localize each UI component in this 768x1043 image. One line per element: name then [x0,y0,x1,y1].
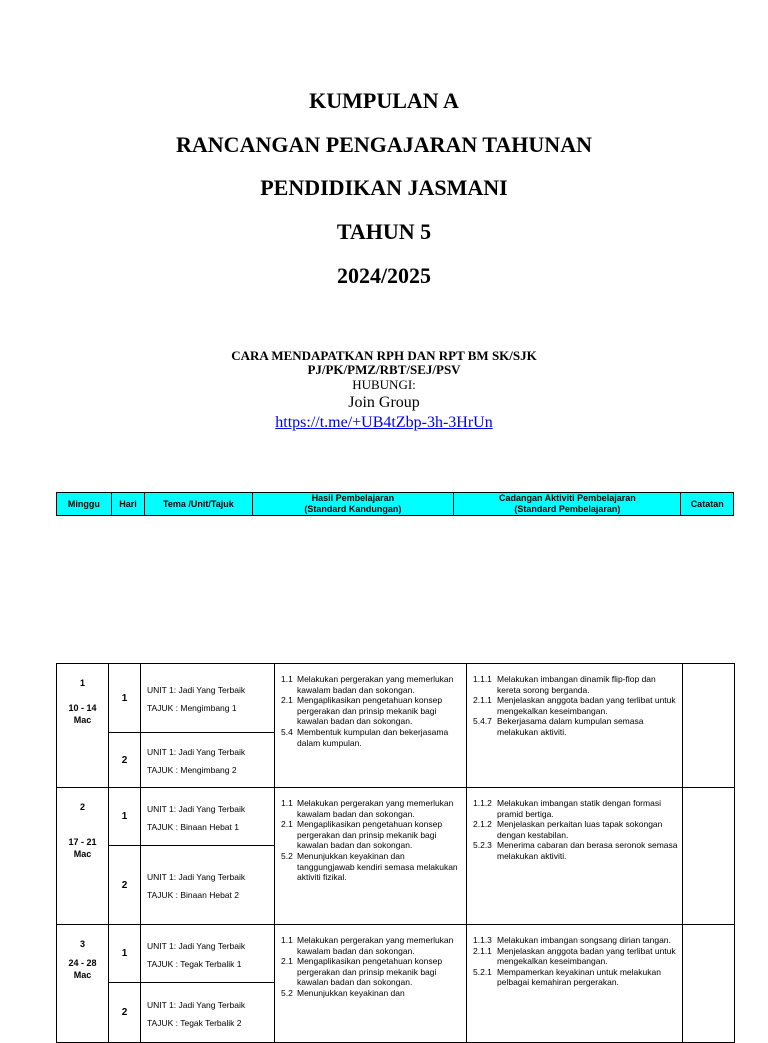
list-item: 1.1.3 Melakukan imbangan songsang dirian tangan. [473,935,671,945]
tajuk-title: TAJUK : Mengimbang 2 [147,765,237,775]
header-hasil-line1: Hasil Pembelajaran [311,493,395,503]
header-minggu: Minggu [57,493,112,516]
week-cell [57,788,109,925]
tajuk-title: TAJUK : Binaan Hebat 1 [147,821,239,832]
cadangan-list [467,788,683,925]
join-group-text: Join Group [348,394,420,411]
cadangan-list [467,925,683,1043]
tajuk-title: TAJUK : Tegak Terbalik 1 [147,958,242,969]
doc-title-year: TAHUN 5 [336,219,432,244]
header-hasil [252,493,454,516]
header-tema: Tema /Unit/Tajuk [145,493,252,516]
hasil-list [275,788,467,925]
tajuk-title: TAJUK : Tegak Terbalik 2 [147,1017,242,1028]
week-date-range: 17 - 21 [68,837,97,847]
week-date-range: 10 - 14 [68,703,97,713]
unit-title: UNIT 1: Jadi Yang Terbaik [147,685,246,695]
unit-cell [141,983,275,1043]
catatan-cell [683,664,735,788]
week-cell [57,664,109,788]
header-catatan: Catatan [681,493,734,516]
list-item: 2.1.2 Menjelaskan perkaitan luas tapak sokongan dengan kestabilan. [473,819,663,840]
catatan-cell [683,925,735,1043]
header-hari: Hari [111,493,145,516]
table-row [57,925,735,983]
doc-title-kumpulan: KUMPULAN A [309,88,459,113]
list-item: 2.1 Mengaplikasikan pengetahuan konsep pergerakan dan prinsip mekanik bagi kawalan badan dan sokongan. [281,695,443,727]
week-month: Mac [73,970,92,980]
table-header [56,492,734,516]
catatan-cell [683,788,735,925]
lesson-plan-table [56,663,735,1043]
unit-cell [141,788,275,846]
unit-title: UNIT 1: Jadi Yang Terbaik [147,999,246,1010]
list-item: 1.1.2 Melakukan imbangan statik dengan formasi pramid bertiga. [473,798,661,819]
list-item: 5.2.3 Menerima cabaran dan berasa seronok semasa melakukan aktiviti. [473,840,678,861]
day-number: 1 [109,788,141,846]
list-item: 5.2 Menunjukkan keyakinan dan tanggungjawab kendiri semasa melakukan aktiviti fizikal. [281,850,458,883]
telegram-link[interactable]: https://t.me/+UB4tZbp-3h-3HrUn [275,414,493,431]
list-item: 1.1 Melakukan pergerakan yang memerlukan kawalam badan dan sokongan. [281,798,454,819]
header-cadangan-line1: Cadangan Aktiviti Pembelajaran [499,493,636,503]
tajuk-title: TAJUK : Mengimbang 1 [147,703,237,713]
info-contact: HUBUNGI: [352,377,416,392]
unit-cell [141,664,275,733]
list-item: 5.4 Membentuk kumpulan dan bekerjasama dalam kumpulan. [281,726,449,748]
cadangan-list [467,664,683,788]
info-subjects: PJ/PK/PMZ/RBT/SEJ/PSV [307,362,461,377]
week-number: 2 [79,802,85,812]
list-item: 2.1 Mengaplikasikan pengetahuan konsep pergerakan dan prinsip mekanik bagi kawalan badan dan sokongan. [281,956,443,988]
day-number: 2 [109,846,141,925]
unit-title: UNIT 1: Jadi Yang Terbaik [147,872,246,882]
day-number: 1 [109,925,141,983]
unit-cell [141,733,275,788]
week-month: Mac [73,849,92,859]
day-number: 1 [109,664,141,733]
info-heading: CARA MENDAPATKAN RPH DAN RPT BM SK/SJK [231,348,537,363]
header-hasil-line2: (Standard Kandungan) [304,504,402,514]
list-item: 1.1.1 Melakukan imbangan dinamik flip-flop dan kereta sorong berganda. [473,674,656,695]
header-cadangan [454,493,681,516]
doc-title-subject: PENDIDIKAN JASMANI [260,175,508,200]
list-item: 5.2 Menunjukkan keyakinan dan [281,987,405,998]
hasil-list [275,925,467,1043]
week-cell [57,925,109,1043]
unit-title: UNIT 1: Jadi Yang Terbaik [147,803,246,814]
week-month: Mac [73,715,92,725]
list-item: 2.1.1 Menjelaskan anggota badan yang terlibat untuk mengekalkan keseimbangan. [473,945,676,967]
unit-title: UNIT 1: Jadi Yang Terbaik [147,747,246,757]
day-number: 2 [109,733,141,788]
doc-title-session: 2024/2025 [336,263,432,288]
list-item: 2.1.1 Menjelaskan anggota badan yang terlibat untuk mengekalkan keseimbangan. [473,695,676,716]
table-row [57,664,735,733]
list-item: 5.4.7 Bekerjasama dalam kumpulan semasa melakukan aktiviti. [473,716,644,737]
day-number: 2 [109,983,141,1043]
hasil-list [275,664,467,788]
week-number: 1 [79,678,85,688]
list-item: 5.2.1 Mempamerkan keyakinan untuk melakukan pelbagai kemahiran pergerakan. [473,966,661,988]
unit-title: UNIT 1: Jadi Yang Terbaik [147,940,246,951]
list-item: 2.1 Mengaplikasikan pengetahuan konsep pergerakan dan prinsip mekanik bagi kawalan badan dan sokongan. [281,819,443,851]
list-item: 1.1 Melakukan pergerakan yang memerlukan kawalam badan dan sokongan. [281,935,454,956]
unit-cell [141,925,275,983]
doc-title-rancangan: RANCANGAN PENGAJARAN TAHUNAN [176,132,592,157]
unit-cell [141,846,275,925]
table-row [57,788,735,846]
week-number: 3 [79,939,85,949]
header-cadangan-line2: (Standard Pembelajaran) [514,504,621,514]
week-date-range: 24 - 28 [68,958,97,968]
tajuk-title: TAJUK : Binaan Hebat 2 [147,890,239,900]
list-item: 1.1 Melakukan pergerakan yang memerlukan kawalam badan dan sokongan. [281,674,454,695]
